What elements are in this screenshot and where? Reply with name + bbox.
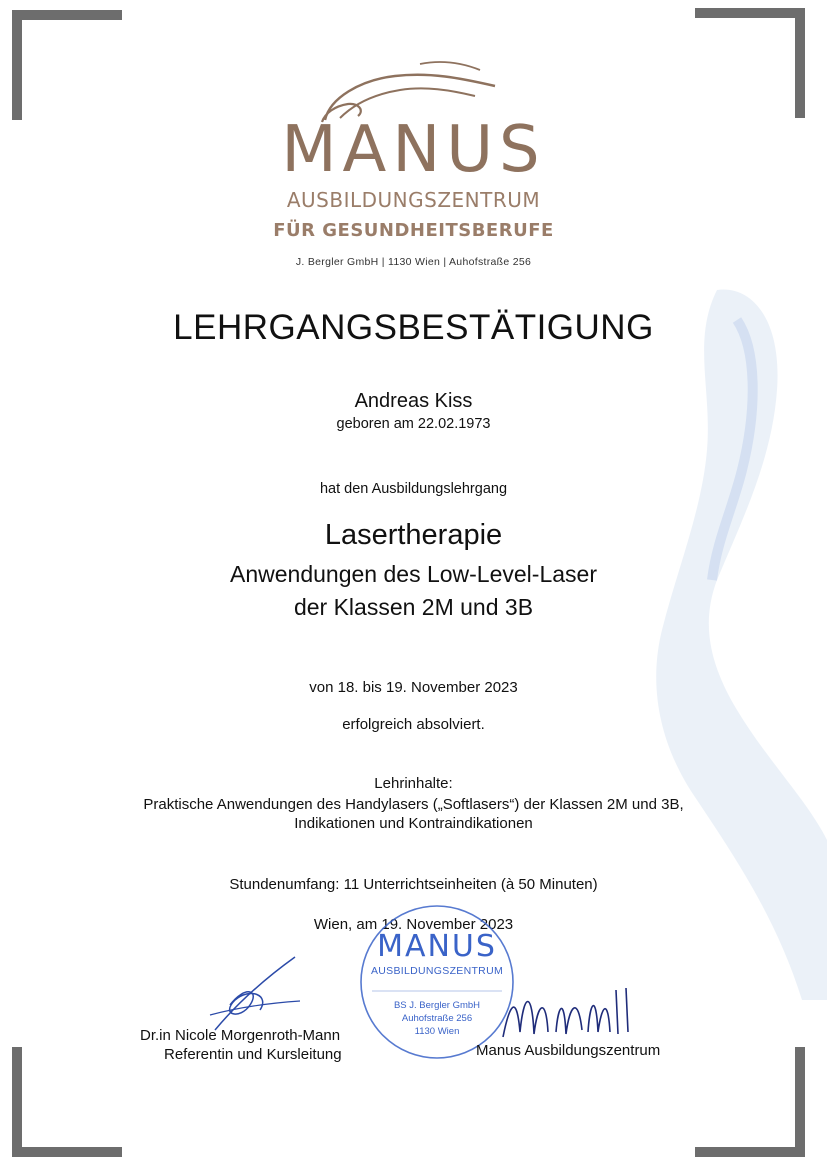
course-subtitle-2: der Klassen 2M und 3B [293,594,534,620]
birth-date: geboren am 22.02.1973 [336,416,491,432]
logo-subtitle-2: FÜR GESUNDHEITSBERUFE [273,220,554,241]
contents-line-2: Indikationen und Kontraindikationen [294,815,533,832]
intro-text: hat den Ausbildungslehrgang [319,481,508,497]
completion-text: erfolgreich absolviert. [342,716,485,733]
corner-mark-bottom-right [695,1047,805,1157]
signatory-role: Referentin und Kursleitung [164,1046,342,1063]
logo-wordmark: MANUS [281,113,546,187]
left-signature-block [140,1026,400,1064]
left-signature-icon [200,955,310,1035]
contents-line-1: Praktische Anwendungen des Handylasers („Softlasers“) der Klassen 2M und 3B, [143,796,684,813]
logo-subtitle: AUSBILDUNGSZENTRUM [286,188,541,212]
course-dates: von 18. bis 19. November 2023 [309,679,518,696]
hours-text: Stundenumfang: 11 Unterrichtseinheiten (à 50 Minuten) [229,876,598,893]
stamp-line-3: 1130 Wien [414,1026,460,1037]
stamp-wordmark: MANUS [377,929,497,964]
contents-heading: Lehrinhalte: [374,775,453,792]
corner-mark-top-left [12,10,122,120]
stamp-line-2: Auhofstraße 256 [401,1013,473,1024]
issuing-organization: Manus Ausbildungszentrum [476,1042,661,1059]
certificate-title: LEHRGANGSBESTÄTIGUNG [173,308,654,347]
recipient-name: Andreas Kiss [354,390,473,412]
corner-mark-top-right [695,8,805,118]
right-signature-icon [498,982,638,1042]
stamp-subtitle: AUSBILDUNGSZENTRUM [371,965,503,977]
corner-mark-bottom-left [12,1047,122,1157]
signatory-name: Dr.in Nicole Morgenroth-Mann [140,1027,341,1044]
stamp-line-1: BS J. Bergler GmbH [393,1000,481,1011]
course-title: Lasertherapie [324,519,503,551]
place-date: Wien, am 19. November 2023 [313,916,514,933]
course-subtitle-1: Anwendungen des Low-Level-Laser [230,561,597,587]
company-address: J. Bergler GmbH | 1130 Wien | Auhofstraße 256 [295,256,532,268]
